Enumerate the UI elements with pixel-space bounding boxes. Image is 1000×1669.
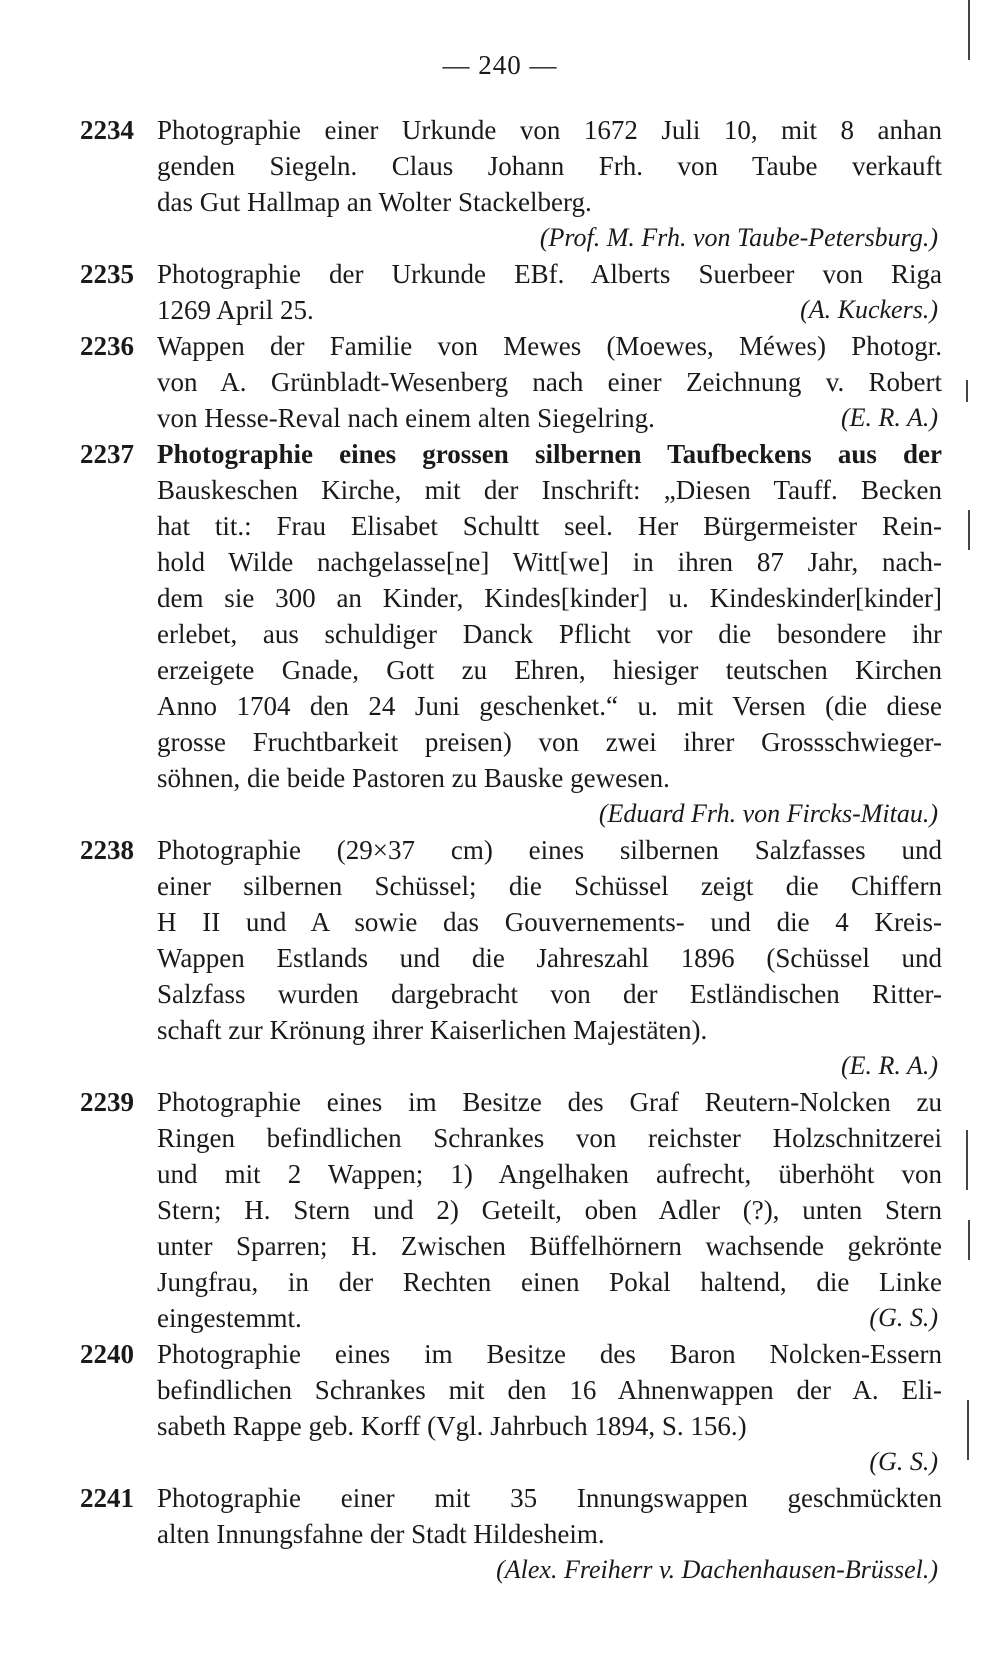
catalogue-entry (80, 112, 942, 256)
entry-credit: (E. R. A.) (841, 403, 938, 432)
page-edge-marks (930, 0, 1000, 1669)
entry-line: Wappen der Familie von Mewes (Moewes, Méwes) Photogr. (157, 331, 942, 361)
entry-line: 1269 April 25. (157, 295, 314, 325)
entry-line: Jungfrau, in der Rechten einen Pokal haltend, die Linke (157, 1267, 942, 1297)
edge-mark (966, 1130, 968, 1190)
entry-line: Photographie der Urkunde EBf. Alberts Suerbeer von Riga (157, 259, 942, 289)
entry-number: 2240 (80, 1339, 134, 1369)
entry-credit: (G. S.) (869, 1303, 938, 1332)
entry-line: Photographie eines im Besitze des Baron Nolcken-Essern (157, 1339, 942, 1369)
entry-line: Photographie einer mit 35 Innungswappen geschmückten (157, 1483, 942, 1513)
entry-description (157, 256, 942, 328)
entry-number: 2236 (80, 331, 134, 361)
entry-credit: (Prof. M. Frh. von Taube-Petersburg.) (539, 223, 938, 252)
entry-line: Photographie (29×37 cm) eines silbernen Salzfasses und (157, 835, 942, 865)
entry-line: Stern; H. Stern und 2) Geteilt, oben Adler (?), unten Stern (157, 1195, 942, 1225)
entry-line: erlebet, aus schuldiger Danck Pflicht vor die besondere ihr (157, 619, 942, 649)
entry-line: eingestemmt. (157, 1303, 302, 1333)
entry-line: von A. Grünbladt-Wesenberg nach einer Zeichnung v. Robert (157, 367, 942, 397)
entry-number: 2239 (80, 1087, 134, 1117)
edge-mark (968, 0, 970, 60)
entry-line: grosse Fruchtbarkeit preisen) von zwei ihrer Grossschwieger- (157, 727, 942, 757)
entry-line: Wappen Estlands und die Jahreszahl 1896 (Schüssel und (157, 943, 942, 973)
entry-line: Bauskeschen Kirche, mit der Inschrift: „Diesen Tauff. Becken (157, 475, 942, 505)
edge-mark (968, 510, 970, 550)
catalogue-entry (80, 1336, 942, 1480)
entry-line: H II und A sowie das Gouvernements- und die 4 Kreis- (157, 907, 942, 937)
edge-mark (966, 380, 968, 402)
entry-line: söhnen, die beide Pastoren zu Bauske gewesen. (157, 763, 670, 793)
entry-number: 2241 (80, 1483, 134, 1513)
entry-line: hat tit.: Frau Elisabet Schultt seel. Her Bürgermeister Rein- (157, 511, 942, 541)
entry-line: befindlichen Schrankes mit den 16 Ahnenwappen der A. Eli- (157, 1375, 942, 1405)
entry-description (157, 832, 942, 1084)
entry-line: dem sie 300 an Kinder, Kindes[kinder] u. Kindeskinder[kinder] (157, 583, 942, 613)
catalogue-entry (80, 1480, 942, 1588)
entry-description (157, 328, 942, 436)
catalogue-entry (80, 832, 942, 1084)
entry-number: 2237 (80, 439, 134, 469)
entry-line: Salzfass wurden dargebracht von der Estländischen Ritter- (157, 979, 942, 1009)
entry-credit: (Alex. Freiherr v. Dachenhausen-Brüssel.) (496, 1555, 938, 1584)
entry-line: erzeigete Gnade, Gott zu Ehren, hiesiger teutschen Kirchen (157, 655, 942, 685)
entry-description (157, 1336, 942, 1480)
edge-mark (968, 1220, 970, 1260)
entry-line: Ringen befindlichen Schrankes von reichster Holzschnitzerei (157, 1123, 942, 1153)
edge-mark (967, 1400, 969, 1460)
catalogue-entry (80, 256, 942, 328)
entry-line: genden Siegeln. Claus Johann Frh. von Taube verkauft (157, 151, 942, 181)
entry-number: 2235 (80, 259, 134, 289)
entry-line: unter Sparren; H. Zwischen Büffelhörnern wachsende gekrönte (157, 1231, 942, 1261)
entry-line: Photographie eines grossen silbernen Taufbeckens aus der (157, 439, 942, 469)
entry-line: Anno 1704 den 24 Juni geschenket.“ u. mit Versen (die diese (157, 691, 942, 721)
entry-credit: (Eduard Frh. von Fircks-Mitau.) (598, 799, 938, 828)
catalogue-entry (80, 1084, 942, 1336)
catalogue-entry (80, 328, 942, 436)
entry-line: von Hesse-Reval nach einem alten Siegelring. (157, 403, 655, 433)
entry-credit: (E. R. A.) (841, 1051, 938, 1080)
entry-line: sabeth Rappe geb. Korff (Vgl. Jahrbuch 1894, S. 156.) (157, 1411, 747, 1441)
entry-description (157, 436, 942, 832)
entry-description (157, 1084, 942, 1336)
entry-credit: (A. Kuckers.) (800, 295, 938, 324)
entry-credit: (G. S.) (869, 1447, 938, 1476)
entry-line: hold Wilde nachgelasse[ne] Witt[we] in ihren 87 Jahr, nach- (157, 547, 942, 577)
entry-number: 2234 (80, 115, 134, 145)
entry-line: Photographie einer Urkunde von 1672 Juli 10, mit 8 anhan (157, 115, 942, 145)
entry-description (157, 1480, 942, 1588)
entry-line: schaft zur Krönung ihrer Kaiserlichen Majestäten). (157, 1015, 708, 1045)
entry-line: das Gut Hallmap an Wolter Stackelberg. (157, 187, 592, 217)
catalogue-entry (80, 436, 942, 832)
entry-number: 2238 (80, 835, 134, 865)
entry-description (157, 112, 942, 256)
entry-line: einer silbernen Schüssel; die Schüssel zeigt die Chiffern (157, 871, 942, 901)
entry-line: alten Innungsfahne der Stadt Hildesheim. (157, 1519, 605, 1549)
page-number: — 240 — (442, 50, 558, 80)
entry-line: Photographie eines im Besitze des Graf Reutern-Nolcken zu (157, 1087, 942, 1117)
catalogue-entries (80, 112, 942, 1588)
entry-line: und mit 2 Wappen; 1) Angelhaken aufrecht, überhöht von (157, 1159, 942, 1189)
